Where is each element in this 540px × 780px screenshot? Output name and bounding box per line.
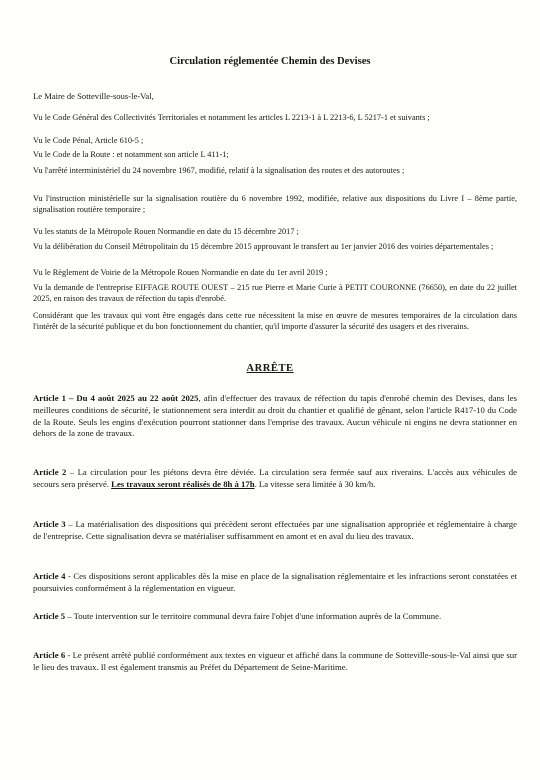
considerant: Considérant que les travaux qui vont être engagés dans cette rue nécessitent la mise en œuvre de mesures temporaires de la circulation dans l'intérêt de la sécurité publique et du bon fonctionnement du chantier, qu'il importe d'assurer la sécurité des usagers et des riverains. xyxy=(33,311,517,332)
article-4-label: Article 4 xyxy=(33,571,66,581)
article-3 xyxy=(33,519,517,543)
article-2 xyxy=(33,467,517,491)
vu-7: Vu la délibération du Conseil Métropolitain du 15 décembre 2015 approuvant le transfert au 1er janvier 2016 des voiries départementales ; xyxy=(33,242,494,251)
article-2-label: Article 2 xyxy=(33,467,67,477)
article-5-label: Article 5 xyxy=(33,611,66,621)
article-1-text: , afin d'effectuer des travaux de réfection du tapis d'enrobé chemin des Devises, dans les meilleures conditions de sécurité, le stationnement sera interdit au droit du chantier et qualifié de gênant, selon l'article R417-10 du Code de la Route. Seuls les engins d'exécution pourront stationner dans l'emprise des travaux. Aucun véhicule ni engins ne devra stationner en dehors de la zone de travaux. xyxy=(33,393,517,439)
vu-5: Vu l'instruction ministérielle sur la signalisation routière du 6 novembre 1992, modifiée, relative aux dispositions du Livre I – 8ème partie, signalisation routière temporaire ; xyxy=(33,194,517,215)
article-1-label: Article 1 – Du 4 août 2025 au 22 août 2025 xyxy=(33,393,199,403)
article-3-label: Article 3 xyxy=(33,519,66,529)
vu-3: Vu le Code de la Route : et notamment son article L 411-1; xyxy=(33,150,229,159)
vu-6: Vu les statuts de la Métropole Rouen Normandie en date du 15 décembre 2017 ; xyxy=(33,227,299,236)
article-2-text: – La circulation pour les piétons devra être déviée. La circulation sera fermée sauf aux riverains. L'accès aux véhicules de secours sera préservé. xyxy=(33,467,517,489)
vu-1: Vu le Code Général des Collectivités Territoriales et notamment les articles L 2213-1 à L 2213-6, L 5217-1 et suivants ; xyxy=(33,113,430,122)
intro-line: Le Maire de Sotteville-sous-le-Val, xyxy=(33,91,154,101)
article-6-label: Article 6 xyxy=(33,650,66,660)
article-1 xyxy=(33,393,517,440)
vu-4: Vu l'arrêté interministériel du 24 novembre 1967, modifié, relatif à la signalisation des routes et des autoroutes ; xyxy=(33,166,405,175)
article-2-text-end: . La vitesse sera limitée à 30 km/h. xyxy=(254,478,376,489)
article-6-text: - Le présent arrêté publié conformément aux textes en vigueur et affiché dans la commune de Sotteville-sous-le-Val ainsi que sur le lieu des travaux. Il est également transmis au Préfet du Département de Seine-Maritime. xyxy=(33,650,518,672)
vu-8: Vu le Règlement de Voirie de la Métropole Rouen Normandie en date du 1er avril 2019 ; xyxy=(33,268,328,277)
article-4-text: - Ces dispositions seront applicables dès la mise en place de la signalisation réglementaire et les infractions seront constatées et poursuivies conformément à la réglementation en vigueur. xyxy=(33,571,517,593)
vu-9: Vu la demande de l'entreprise EIFFAGE ROUTE OUEST – 215 rue Pierre et Marie Curie à PETIT COURONNE (76650), en date du 22 juillet 2025, en raison des travaux de réfection du tapis d'enrobé. xyxy=(33,283,517,304)
article-5 xyxy=(33,611,517,623)
vu-2: Vu le Code Pénal, Article 610-5 ; xyxy=(33,136,144,145)
article-2-hours: Les travaux seront réalisés de 8h à 17h xyxy=(111,478,255,489)
article-3-text: – La matérialisation des dispositions qui précèdent seront effectuées par une signalisation appropriée et réglementaire à charge de l'entreprise. Cette signalisation devra se matérialiser suffisamment en amont et en aval du lieu des travaux. xyxy=(33,519,517,541)
document-title: Circulation réglementée Chemin des Devises xyxy=(169,56,371,67)
article-5-text: – Toute intervention sur le territoire communal devra faire l'objet d'une information auprès de la Commune. xyxy=(65,611,442,621)
article-6 xyxy=(33,650,517,674)
article-4 xyxy=(33,571,517,595)
arrete-heading: ARRÊTE xyxy=(246,363,294,374)
